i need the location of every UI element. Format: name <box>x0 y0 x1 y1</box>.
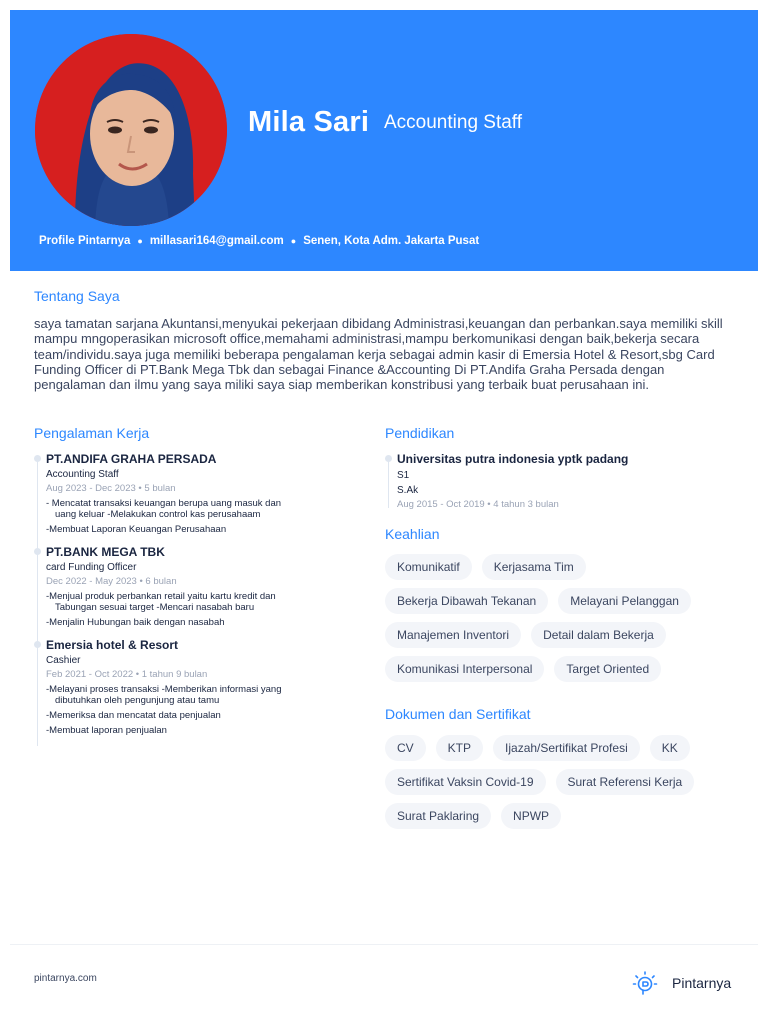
job-position: Accounting Staff <box>46 469 119 480</box>
job-description-text: -Menjual produk perbankan retail yaitu kartu kredit dan <box>46 591 276 602</box>
timeline-marker-icon <box>34 548 41 555</box>
avatar <box>35 34 227 226</box>
timeline-line <box>388 458 389 508</box>
job-description-text: -Menjalin Hubungan baik dengan nasabah <box>46 617 225 628</box>
job-date: Feb 2021 - Oct 2022 • 1 tahun 9 bulan <box>46 669 208 680</box>
job-description-line <box>46 524 334 535</box>
education-level: S1 <box>397 470 410 481</box>
job-description-continuation: dibutuhkan oleh pengunjung atau tamu <box>55 695 220 706</box>
profile-header <box>10 10 758 271</box>
job-position: card Funding Officer <box>46 562 137 573</box>
skill-chip: Komunikasi Interpersonal <box>385 656 544 682</box>
job-description-line <box>46 498 334 520</box>
job-description-text: -Memeriksa dan mencatat data penjualan <box>46 710 221 721</box>
job-description-text: -Membuat laporan penjualan <box>46 725 167 736</box>
location-text: Senen, Kota Adm. Jakarta Pusat <box>303 235 480 247</box>
job-description-line <box>46 725 334 736</box>
job-company: PT.BANK MEGA TBK <box>46 545 165 559</box>
candidate-role: Accounting Staff <box>384 112 523 133</box>
experience-timeline <box>34 452 334 746</box>
document-chip: Surat Referensi Kerja <box>556 769 695 795</box>
job-description-line <box>46 617 334 628</box>
document-chip: NPWP <box>501 803 561 829</box>
profile-link[interactable]: Profile Pintarnya <box>39 235 131 247</box>
school-name: Universitas putra indonesia yptk padang <box>397 452 629 466</box>
profile-photo <box>35 34 227 226</box>
brand-name: Pintarnya <box>672 975 732 991</box>
skill-chip: Kerjasama Tim <box>482 554 586 580</box>
job-entry <box>34 545 334 628</box>
email-text: millasari164@gmail.com <box>149 235 284 247</box>
document-chip: Ijazah/Sertifikat Profesi <box>493 735 640 761</box>
job-date: Dec 2022 - May 2023 • 6 bulan <box>46 576 177 587</box>
separator-dot-icon: ● <box>290 236 297 246</box>
education-degree: S.Ak <box>397 485 419 496</box>
skill-chip: Target Oriented <box>554 656 661 682</box>
job-company: Emersia hotel & Resort <box>46 638 179 652</box>
footer-url[interactable]: pintarnya.com <box>34 973 97 984</box>
pintarnya-logo-icon <box>632 970 658 996</box>
contact-line <box>39 235 479 247</box>
job-description-line <box>46 710 334 721</box>
skill-chip: Bekerja Dibawah Tekanan <box>385 588 548 614</box>
skill-chip: Komunikatif <box>385 554 472 580</box>
brand-logo <box>632 970 731 996</box>
document-chip: Surat Paklaring <box>385 803 491 829</box>
skills-list <box>385 554 745 690</box>
document-chip: KTP <box>436 735 483 761</box>
job-description-line <box>46 591 334 613</box>
about-title: Tentang Saya <box>34 288 120 304</box>
education-title: Pendidikan <box>385 425 455 441</box>
job-description-text: -Melayani proses transaksi -Memberikan informasi yang <box>46 684 282 695</box>
education-date: Aug 2015 - Oct 2019 • 4 tahun 3 bulan <box>397 499 559 510</box>
skill-chip: Detail dalam Bekerja <box>531 622 666 648</box>
job-description-line <box>46 684 334 706</box>
experience-title: Pengalaman Kerja <box>34 425 150 441</box>
job-description-continuation: Tabungan sesuai target -Mencari nasabah baru <box>55 602 255 613</box>
job-list <box>34 452 334 736</box>
documents-list <box>385 735 745 837</box>
job-description-text: - Mencatat transaksi keuangan berupa uang masuk dan <box>46 498 282 509</box>
timeline-marker-icon <box>34 641 41 648</box>
timeline-marker-icon <box>385 455 392 462</box>
footer-divider <box>10 944 758 945</box>
job-entry <box>34 638 334 736</box>
job-date: Aug 2023 - Dec 2023 • 5 bulan <box>46 483 176 494</box>
separator-dot-icon: ● <box>137 236 143 246</box>
education-entry <box>385 452 725 511</box>
about-text: saya tamatan sarjana Akuntansi,menyukai pekerjaan dibidang Administrasi,keuangan dan perbankan.saya memiliki skill mampu mngoperasikan microsoft office,memahami administrasi,mampu berkomunikasi dengan baik,bekerja secara team/individu.saya juga memiliki beberapa pengalaman kerja sebagai admin kasir di Emersia Hotel & Resort,sbg Card Funding Officer di PT.Bank Mega Tbk dan sebagai Finance &Accounting Di PT.Andifa Graha Persada dengan pengalaman dan ilmu yang saya miliki saya siap memberikan konstribusi yang terbaik buat perusahaan ini. <box>34 316 723 393</box>
skills-title: Keahlian <box>385 526 440 542</box>
candidate-name: Mila Sari <box>248 106 370 138</box>
skill-chip: Melayani Pelanggan <box>558 588 691 614</box>
timeline-marker-icon <box>34 455 41 462</box>
skill-chip: Manajemen Inventori <box>385 622 521 648</box>
documents-title: Dokumen dan Sertifikat <box>385 706 531 722</box>
job-entry <box>34 452 334 535</box>
job-description-continuation: uang keluar -Melakukan control kas perusahaam <box>55 509 261 520</box>
document-chip: Sertifikat Vaksin Covid-19 <box>385 769 546 795</box>
job-description-text: -Membuat Laporan Keuangan Perusahaan <box>46 524 227 535</box>
document-chip: CV <box>385 735 426 761</box>
job-company: PT.ANDIFA GRAHA PERSADA <box>46 452 217 466</box>
document-chip: KK <box>650 735 690 761</box>
job-position: Cashier <box>46 655 81 666</box>
